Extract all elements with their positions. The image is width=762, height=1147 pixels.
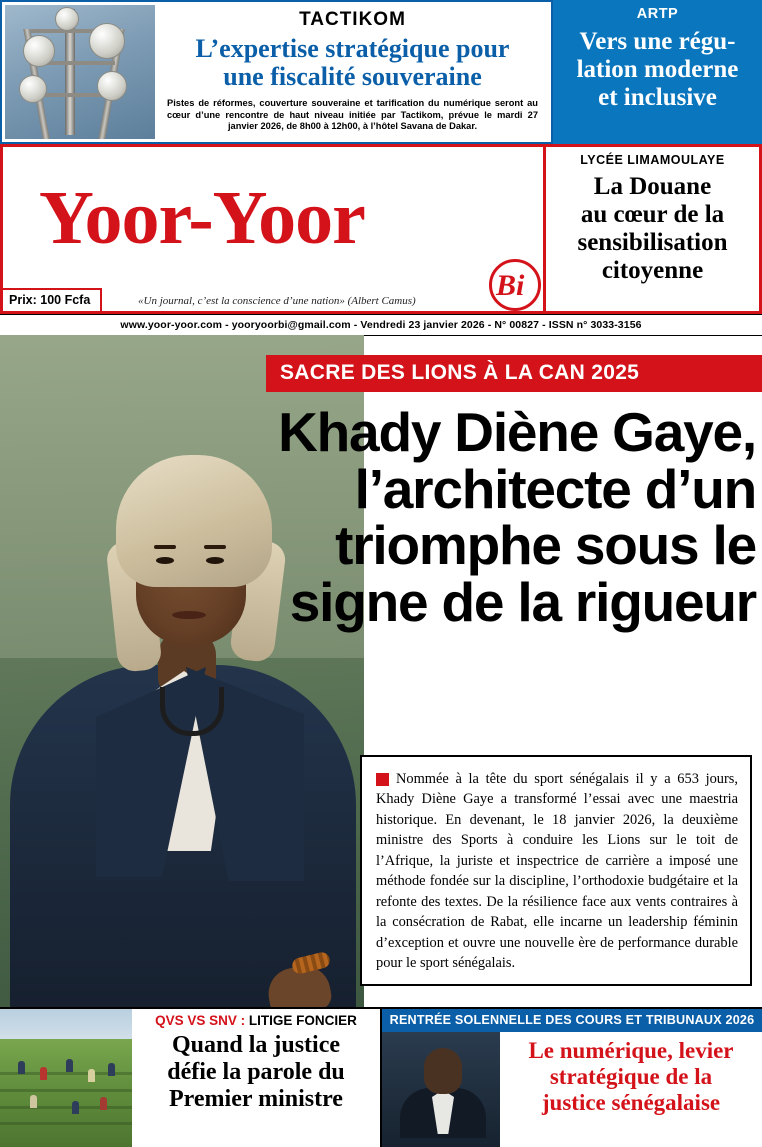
main-story	[0, 335, 762, 1007]
red-square-bullet-icon	[376, 773, 389, 786]
tactikom-subtext: Pistes de réformes, couverture souveraine et tarification du numérique seront au cœur d’une rencontre de haut niveau initiée par Tactikom, prévue le mardi 27 janvier 2026, de 8h00 à 12h00, à l’hôtel Savana de Dakar.	[167, 97, 538, 132]
lycee-teaser[interactable]	[546, 144, 762, 314]
main-headline-line2: l’architecte d’un	[354, 457, 756, 520]
masthead-motto: «Un journal, c’est la conscience d’une nation» (Albert Camus)	[138, 295, 416, 307]
main-headline-line4: signe de la rigueur	[289, 570, 756, 633]
artp-headline-line2: lation moderne	[576, 56, 739, 83]
bottom-left-text	[132, 1009, 380, 1147]
main-headline-line1: Khady Diène Gaye,	[278, 401, 756, 463]
newspaper-title-suffix: Bi	[496, 269, 525, 302]
main-story-band: SACRE DES LIONS À LA CAN 2025	[266, 355, 762, 392]
bottom-left-headline	[138, 1032, 374, 1113]
artp-headline	[559, 28, 756, 112]
artp-kicker: ARTP	[636, 6, 679, 22]
artp-headline-line1: Vers une régu-	[579, 28, 736, 55]
bottom-right-headline	[504, 1038, 758, 1117]
tactikom-headline	[163, 35, 542, 91]
bottom-right-body	[382, 1032, 762, 1147]
bottom-right-teaser[interactable]	[382, 1009, 762, 1147]
main-headline-area	[266, 355, 762, 631]
main-headline-line3: triomphe sous le	[335, 514, 756, 577]
bottom-left-teaser[interactable]	[0, 1009, 382, 1147]
bottom-left-kicker-rest: LITIGE FONCIER	[245, 1013, 357, 1028]
main-story-lede: Nommée à la tête du sport sénégalais il y a 653 jours, Khady Diène Gaye a transformé l’essai avec une maestria historique. En devenant, le 18 janvier 2026, la deuxième ministre des Sports à conduire les Lions sur le toit de l’Afrique, la juriste et inspectrice de carrière a imposé une méthode fondée sur la discipline, l’orthodoxie budgétaire et la refonte des textes. De la résilience face aux vents contraires à la consécration de Rabat, elle incarne un leadership féminin d’exception et ouvre une nouvelle ère de performance durable pour le sport sénégalais.	[376, 771, 738, 972]
top-banner	[0, 0, 762, 144]
bottom-teasers	[0, 1007, 762, 1147]
price-tag: Prix: 100 Fcfa	[3, 288, 102, 311]
tactikom-ad[interactable]	[0, 0, 553, 144]
artp-teaser[interactable]	[553, 0, 762, 144]
lycee-kicker: LYCÉE LIMAMOULAYE	[580, 153, 725, 167]
tactikom-kicker: TACTIKOM	[299, 9, 406, 30]
bottom-right-headline-line3: justice sénégalaise	[541, 1090, 721, 1116]
farm-field-photo	[0, 1009, 132, 1147]
tactikom-text	[155, 5, 548, 139]
logo-box[interactable]	[0, 144, 546, 314]
lycee-headline-line4: citoyenne	[601, 257, 704, 284]
masthead	[0, 144, 762, 314]
telecom-tower-photo	[5, 5, 155, 139]
lycee-headline-line3: sensibilisation	[577, 229, 728, 256]
newspaper-title: Yoor-Yoor	[39, 176, 365, 260]
artp-headline-line3: et inclusive	[598, 84, 717, 111]
bottom-left-headline-line3: Premier ministre	[169, 1086, 343, 1113]
bottom-left-headline-line1: Quand la justice	[171, 1032, 341, 1058]
lycee-headline-line2: au cœur de la	[580, 201, 725, 228]
main-story-lede-box	[360, 755, 752, 986]
bottom-right-text	[500, 1032, 762, 1147]
official-portrait-photo	[382, 1032, 500, 1147]
info-bar: www.yoor-yoor.com - yooryoorbi@gmail.com - Vendredi 23 janvier 2026 - N° 00827 - ISSN n° 3033-3156	[0, 314, 762, 336]
main-story-headline[interactable]	[266, 401, 762, 633]
bottom-right-band: RENTRÉE SOLENNELLE DES COURS ET TRIBUNAUX 2026	[382, 1009, 762, 1032]
bottom-left-headline-line2: défie la parole du	[167, 1059, 345, 1086]
lycee-headline-line1: La Douane	[593, 173, 712, 200]
bottom-left-kicker-red: QVS VS SNV :	[155, 1013, 246, 1028]
bottom-right-headline-line2: stratégique de la	[549, 1064, 713, 1090]
lycee-headline	[550, 173, 755, 285]
tactikom-headline-line2: une fiscalité souveraine	[223, 61, 482, 91]
tactikom-headline-line1: L’expertise stratégique pour	[195, 34, 510, 63]
bottom-left-kicker	[138, 1013, 374, 1028]
bottom-right-headline-line1: Le numérique, levier	[528, 1038, 734, 1063]
